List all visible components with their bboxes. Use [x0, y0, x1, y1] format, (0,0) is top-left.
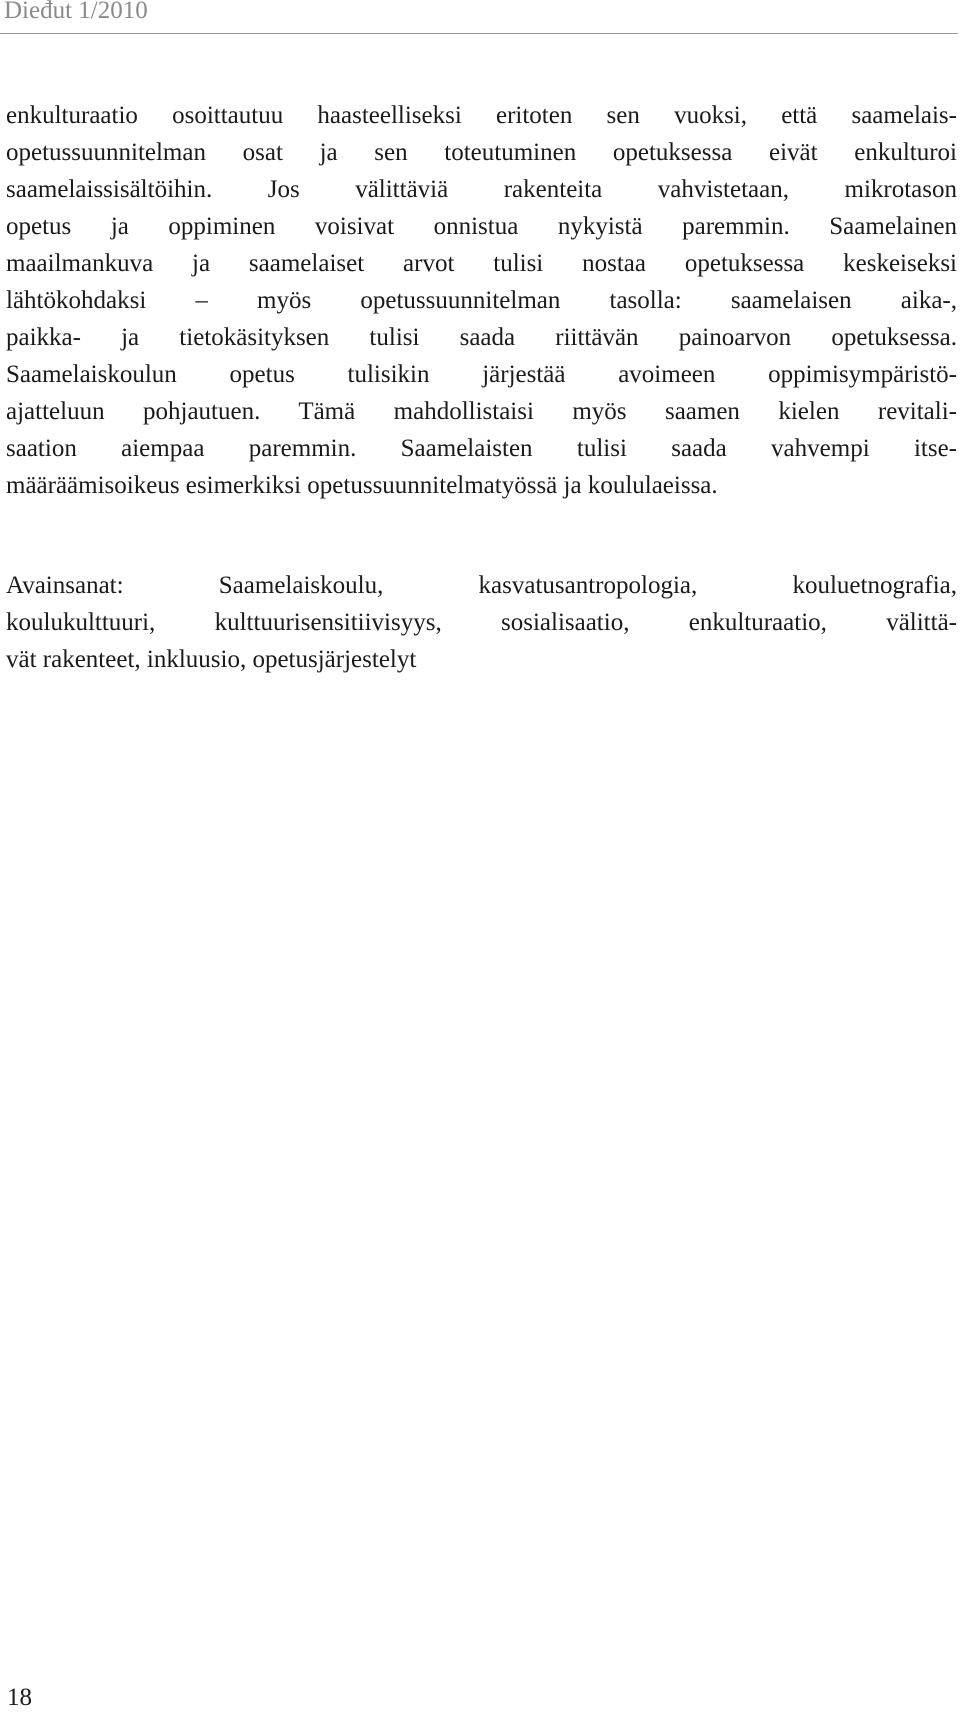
- abstract-line: lähtökohdaksi – myös opetussuunnitelman tasolla: saamelaisen aika-,: [6, 287, 957, 314]
- abstract-line: saamelaissisältöihin. Jos välittäviä rakenteita vahvistetaan, mikrotason: [6, 176, 957, 203]
- abstract-line: saation aiempaa paremmin. Saamelaisten tulisi saada vahvempi itse-: [6, 435, 957, 462]
- abstract-line: Saamelaiskoulun opetus tulisikin järjestää avoimeen oppimisympäristö-: [6, 361, 957, 388]
- abstract-line: opetussuunnitelman osat ja sen toteutuminen opetuksessa eivät enkulturoi: [6, 139, 957, 166]
- abstract-line: maailmankuva ja saamelaiset arvot tulisi nostaa opetuksessa keskeiseksi: [6, 250, 957, 277]
- keywords-line: koulukulttuuri, kulttuurisensitiivisyys, sosialisaatio, enkulturaatio, välittä-: [6, 609, 957, 636]
- abstract-line: enkulturaatio osoittautuu haasteelliseksi eritoten sen vuoksi, että saamelais-: [6, 102, 957, 129]
- keywords-line: vät rakenteet, inkluusio, opetusjärjestelyt: [6, 646, 417, 673]
- running-header: Dieđut 1/2010: [4, 0, 148, 24]
- abstract-line: ajatteluun pohjautuen. Tämä mahdollistaisi myös saamen kielen revitali-: [6, 398, 957, 425]
- abstract-line: paikka- ja tietokäsityksen tulisi saada riittävän painoarvon opetuksessa.: [6, 324, 957, 351]
- abstract-line: määräämisoikeus esimerkiksi opetussuunnitelmatyössä ja koululaeissa.: [6, 472, 718, 499]
- keywords-line: Avainsanat: Saamelaiskoulu, kasvatusantropologia, kouluetnografia,: [6, 572, 957, 599]
- page-number: 18: [7, 1684, 32, 1711]
- abstract-line: opetus ja oppiminen voisivat onnistua nykyistä paremmin. Saamelainen: [6, 213, 957, 240]
- header-rule: [0, 33, 958, 34]
